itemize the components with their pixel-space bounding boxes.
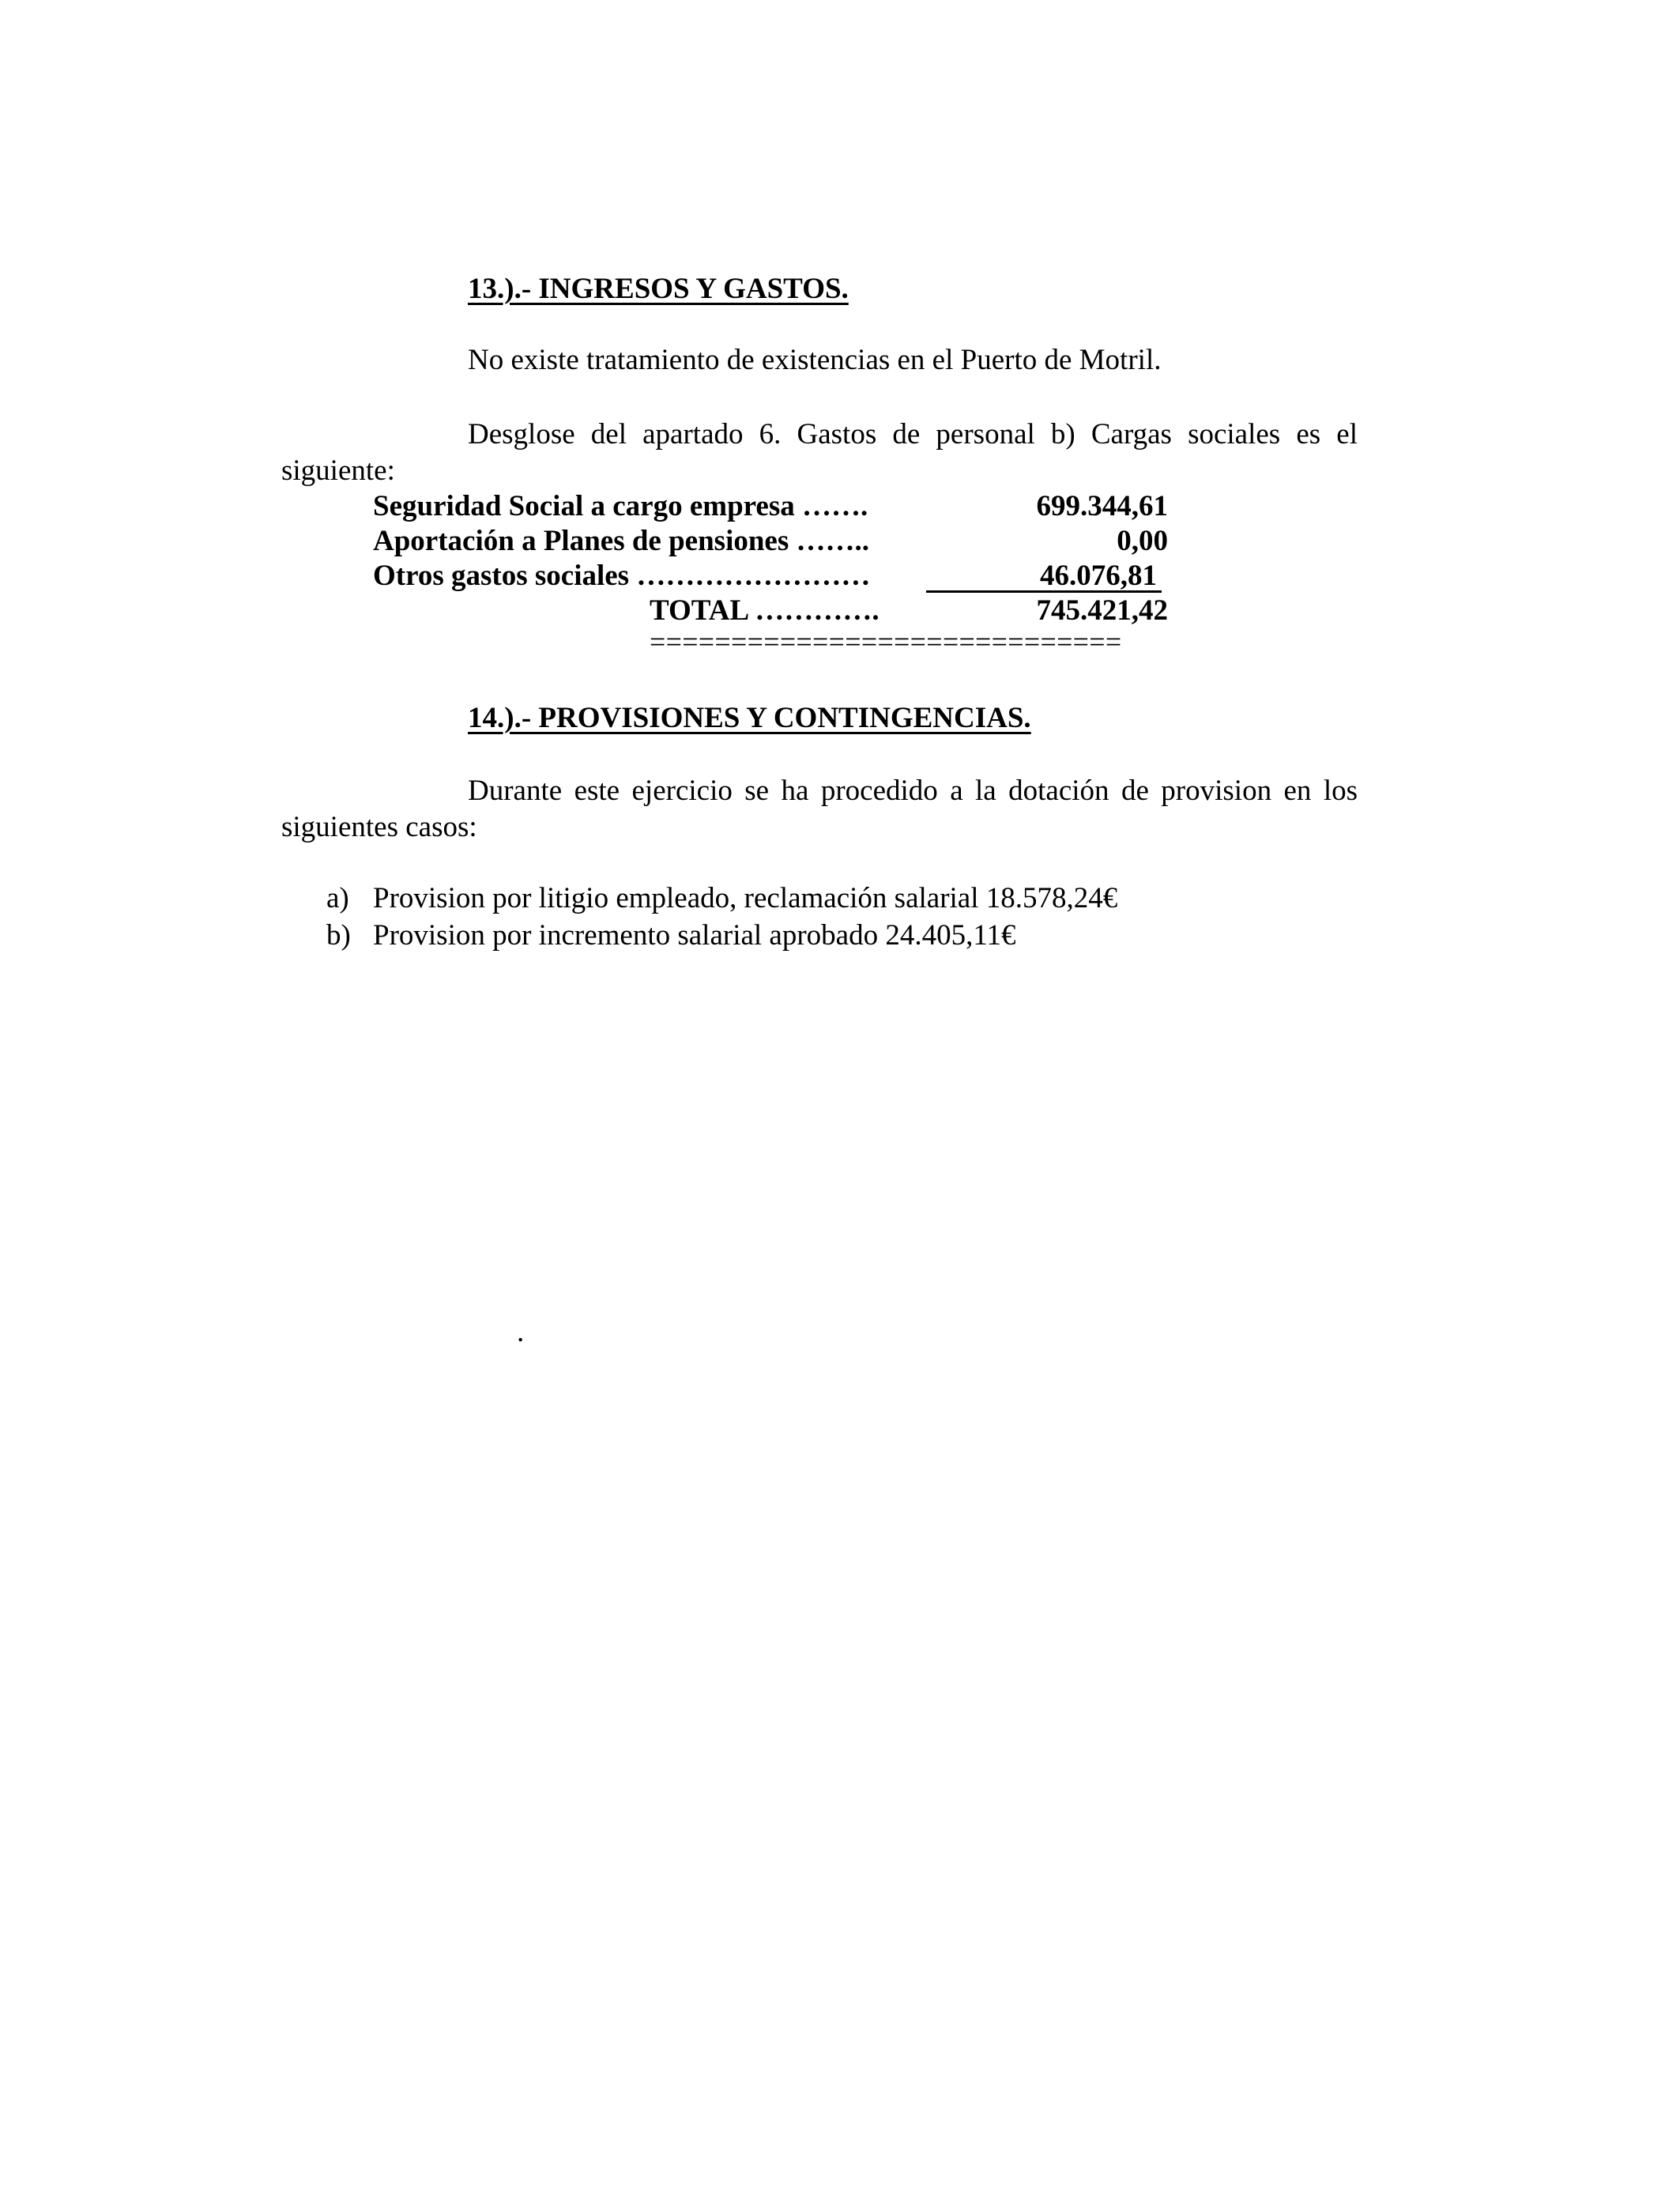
table-row-label: Aportación a Planes de pensiones …….. <box>373 525 870 557</box>
table-row-label: Seguridad Social a cargo empresa ……. <box>373 490 868 522</box>
table-row-value: 699.344,61 <box>1036 490 1168 522</box>
table-total-value: 745.421,42 <box>1036 594 1168 627</box>
table-row-value: 0,00 <box>1117 525 1168 557</box>
table-row-label: Otros gastos sociales …………………… <box>373 560 871 592</box>
section-13-heading: 13.).- INGRESOS Y GASTOS. <box>468 273 849 305</box>
table-total-label: TOTAL …………. <box>650 594 880 627</box>
section-13-paragraph-2: Desglose del apartado 6. Gastos de personal b) Cargas sociales es el siguiente: <box>281 418 1358 487</box>
section-13-paragraph-1: No existe tratamiento de existencias en el Puerto de Motril. <box>468 344 1162 376</box>
list-item-marker: a) <box>326 882 349 914</box>
table-double-rule: ============================= <box>650 626 1122 658</box>
stray-dot: . <box>517 1316 525 1348</box>
list-item: Provision por litigio empleado, reclamación salarial 18.578,24€ <box>373 882 1118 914</box>
section-14-paragraph: Durante este ejercicio se ha procedido a la dotación de provision en los siguientes casos: <box>281 775 1358 843</box>
list-item-marker: b) <box>326 919 351 952</box>
list-item: Provision por incremento salarial aprobado 24.405,11€ <box>373 919 1016 952</box>
table-row-value-underlined: 46.076,81 <box>926 559 1162 593</box>
section-14-heading: 14.).- PROVISIONES Y CONTINGENCIAS. <box>468 702 1031 734</box>
